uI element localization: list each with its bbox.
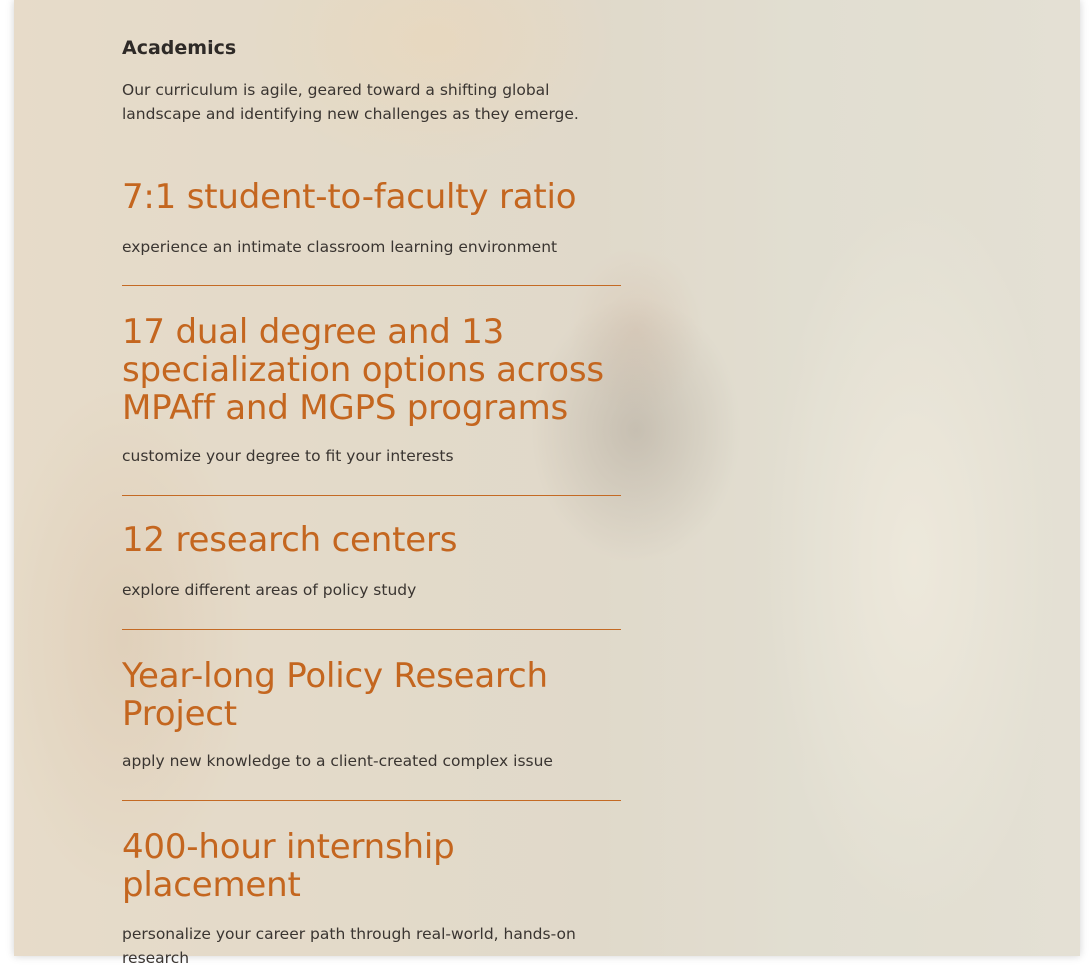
photo-overlay xyxy=(14,0,1080,956)
stat-description: experience an intimate classroom learning environment xyxy=(122,238,558,256)
section-heading: Academics xyxy=(122,37,237,59)
section-intro: Our curriculum is agile, geared toward a shifting global landscape and identifying new challenges as they emerge. xyxy=(122,81,579,123)
stat-faculty-ratio xyxy=(122,178,621,259)
divider xyxy=(122,629,621,630)
hero-photo-panel xyxy=(14,0,1080,967)
stat-title: Year-long Policy Research Project xyxy=(122,656,548,734)
stat-degree-options xyxy=(122,313,621,468)
stat-internship-placement xyxy=(122,828,621,970)
stat-description: apply new knowledge to a client-created complex issue xyxy=(122,752,553,770)
stat-description: customize your degree to fit your interests xyxy=(122,447,454,465)
stat-title: 17 dual degree and 13 specialization options across MPAff and MGPS programs xyxy=(122,312,604,428)
stat-policy-research-project xyxy=(122,657,621,773)
divider xyxy=(122,800,621,801)
stat-research-centers xyxy=(122,521,621,602)
stat-title: 12 research centers xyxy=(122,520,458,560)
divider xyxy=(122,495,621,496)
stat-description: explore different areas of policy study xyxy=(122,581,417,599)
stat-description: personalize your career path through real-world, hands-on research xyxy=(122,925,576,967)
divider xyxy=(122,285,621,286)
stat-title: 7:1 student-to-faculty ratio xyxy=(122,177,577,217)
stat-title: 400-hour internship placement xyxy=(122,827,455,905)
